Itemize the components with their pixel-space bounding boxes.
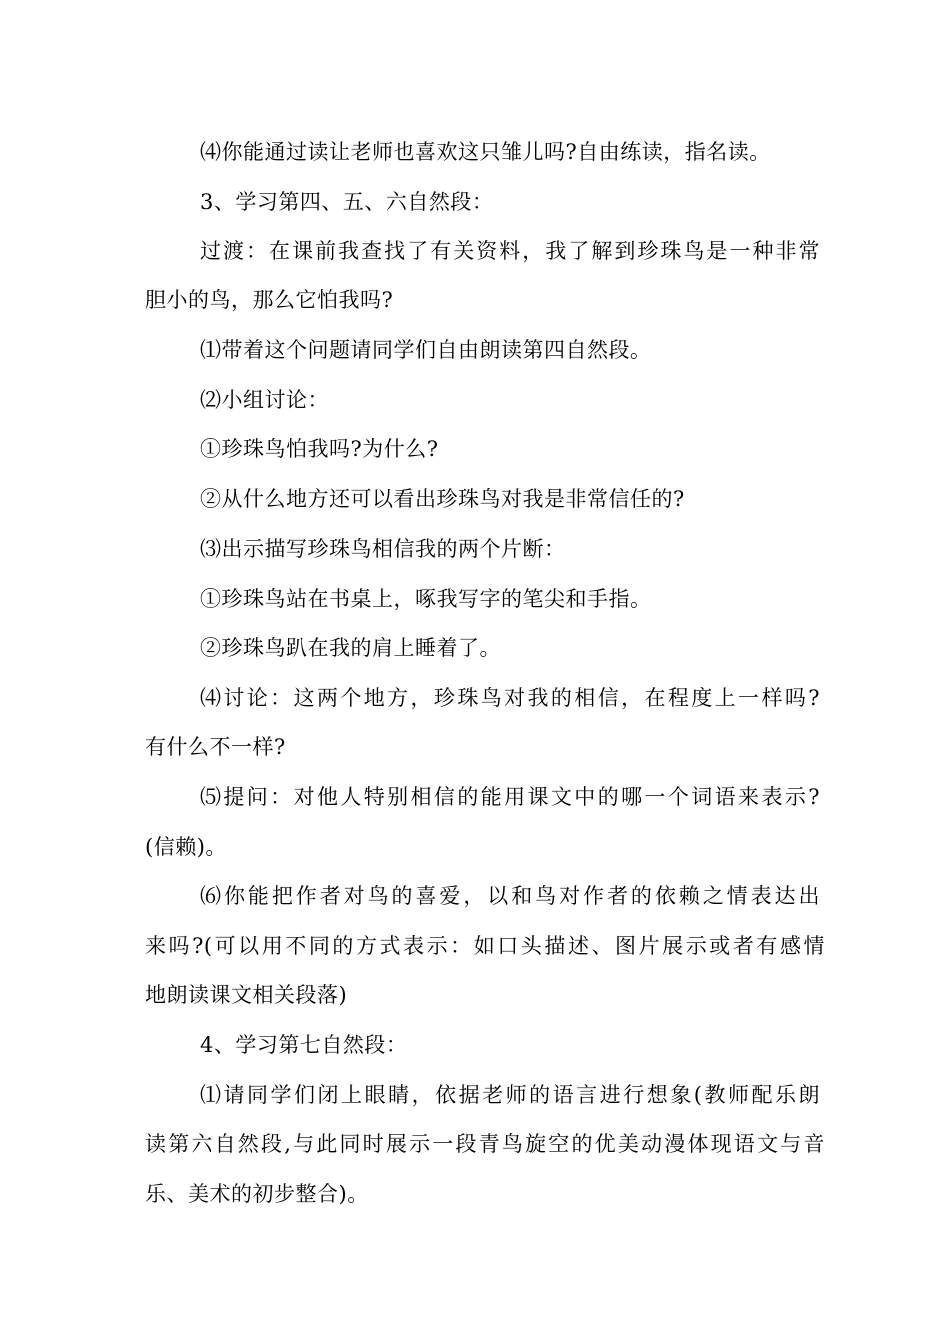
list-item: ②珍珠鸟趴在我的肩上睡着了。 [200,636,501,660]
list-item: ⑵小组讨论： [200,388,329,412]
list-item: ⑷讨论：这两个地方，珍珠鸟对我的相信，在程度上一样吗? [200,686,820,710]
list-item: ①珍珠鸟怕我吗?为什么? [200,437,439,461]
list-item: ⑹你能把作者对鸟的喜爱，以和鸟对作者的依赖之情表达出 [200,884,820,908]
list-item: ②从什么地方还可以看出珍珠鸟对我是非常信任的? [200,487,685,511]
paragraph-line: 有什么不一样? [145,735,286,759]
section-heading: 4、学习第七自然段： [200,1033,408,1057]
paragraph-line: 过渡：在课前我查找了有关资料，我了解到珍珠鸟是一种非常 [200,239,820,263]
paragraph-line: 胆小的鸟，那么它怕我吗? [145,288,394,312]
paragraph-line: 地朗读课文相关段落) [145,983,348,1007]
list-item: ①珍珠鸟站在书桌上，啄我写字的笔尖和手指。 [200,587,652,611]
list-item: ⑸提问：对他人特别相信的能用课文中的哪一个词语来表示? [200,785,820,809]
list-item: ⑴请同学们闭上眼睛，依据老师的语言进行想象(教师配乐朗 [200,1083,820,1107]
paragraph-line: ⑷你能通过读让老师也喜欢这只雏儿吗?自由练读，指名读。 [200,140,771,164]
paragraph-line: (信赖)。 [145,835,227,859]
list-item: ⑴带着这个问题请同学们自由朗读第四自然段。 [200,338,652,362]
section-heading: 3、学习第四、五、六自然段： [200,190,494,214]
list-item: ⑶出示描写珍珠鸟相信我的两个片断： [200,537,566,561]
paragraph-line: 读第六自然段,与此同时展示一段青鸟旋空的优美动漫体现语文与音 [145,1132,825,1156]
paragraph-line: 来吗?(可以用不同的方式表示：如口头描述、图片展示或者有感情 [145,934,825,958]
paragraph-line: 乐、美术的初步整合)。 [145,1182,369,1206]
